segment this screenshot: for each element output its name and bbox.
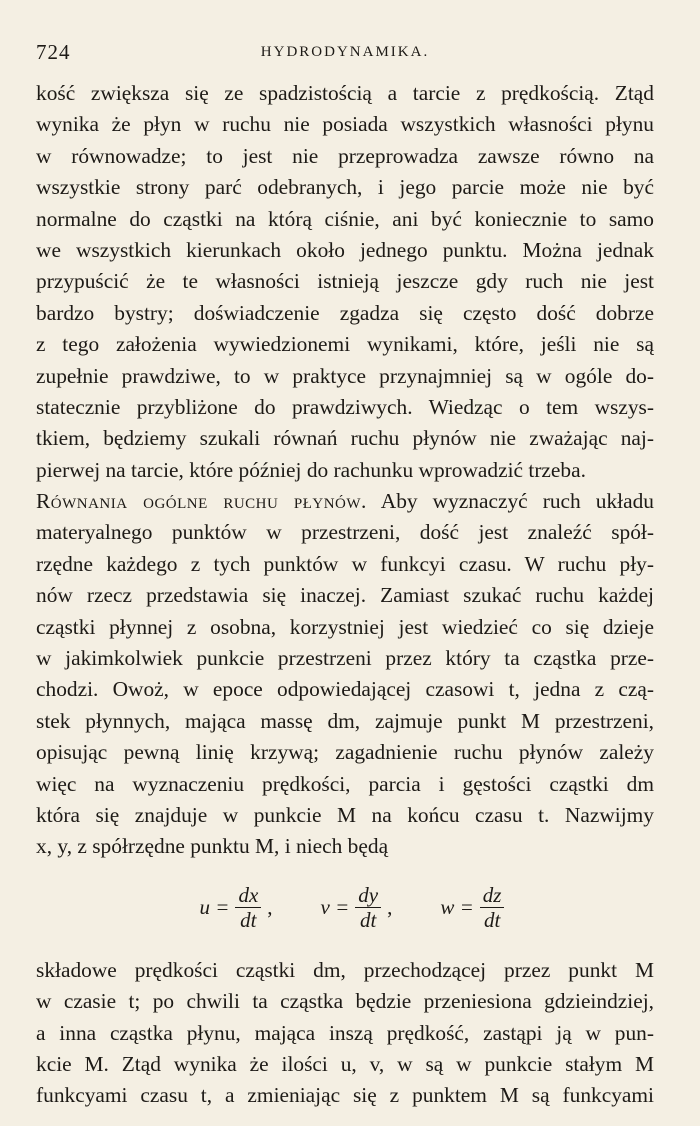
velocity-formula xyxy=(36,865,654,951)
text-line: tkiem, będziemy szukali równań ruchu płynów nie zważając naj- xyxy=(36,426,654,451)
formula-u-fraction xyxy=(235,883,261,932)
text-line: statecznie przybliżone do prawdziwych. Wiedząc o tem wszys- xyxy=(36,394,654,419)
formula-u-separator: , xyxy=(267,895,273,920)
text-line: funkcyami czasu t, a zmieniając się z punktem M są funkcyami xyxy=(36,1083,654,1108)
section-heading: Równania ogólne ruchu płynów. xyxy=(36,489,367,514)
text-line: z tego założenia wywiedzionemi wynikami, które, jeśli nie są xyxy=(36,332,654,357)
formula-w-lhs: w = xyxy=(440,895,474,920)
formula-v-lhs: v = xyxy=(320,895,350,920)
text-line: w równowadze; to jest nie przeprowadza zawsze równo na xyxy=(36,143,654,168)
text-line: a inna cząstka płynu, mająca inszą prędkość, zastąpi ją w pun- xyxy=(36,1020,654,1045)
text-line: wynika że płyn w ruchu nie posiada wszystkich własności płynu xyxy=(36,112,654,137)
text-line: materyalnego punktów w przestrzeni, dość jest znaleźć spół- xyxy=(36,520,654,545)
text-line: we wszystkich kierunkach około jednego punktu. Można jednak xyxy=(36,237,654,262)
formula-w-numerator: dz xyxy=(480,883,505,908)
section-first-line-text: Aby wyznaczyć ruch układu xyxy=(380,489,654,514)
text-line: więc na wyznaczeniu prędkości, parcia i gęstości cząstki dm xyxy=(36,771,654,796)
text-line: która się znajduje w punkcie M na końcu czasu t. Nazwijmy xyxy=(36,802,654,827)
running-head: HYDRODYNAMIKA. xyxy=(260,44,430,60)
text-line: wszystkie strony parć odebranych, i jego parcie może nie być xyxy=(36,175,654,200)
formula-w-fraction xyxy=(480,883,505,932)
text-line: kość zwiększa się ze spadzistością a tarcie z prędkością. Ztąd xyxy=(36,81,654,105)
formula-v-numerator: dy xyxy=(355,883,381,908)
text-line: w jakimkolwiek punkcie przestrzeni przez który ta cząstka prze- xyxy=(36,646,654,671)
text-line: x, y, z spółrzędne punktu M, i niech będą xyxy=(36,834,389,859)
text-line: w czasie t; po chwili ta cząstka będzie przeniesiona gdzieindziej, xyxy=(36,989,654,1014)
formula-u-numerator: dx xyxy=(235,883,261,908)
text-line: stek płynnych, mająca massę dm, zajmuje punkt M przestrzeni, xyxy=(36,708,654,733)
formula-v-denominator: dt xyxy=(360,908,377,933)
text-line: pierwej na tarcie, które później do rachunku wprowadzić trzeba. xyxy=(36,457,586,482)
text-line: nów rzecz przedstawia się inaczej. Zamiast szukać ruchu każdej xyxy=(36,583,654,608)
page-text xyxy=(36,78,654,1112)
page-header xyxy=(36,40,654,70)
formula-u-lhs: u = xyxy=(199,895,230,920)
text-line: składowe prędkości cząstki dm, przechodzącej przez punkt M xyxy=(36,957,654,982)
formula-v-separator: , xyxy=(387,895,393,920)
page-number: 724 xyxy=(36,40,71,64)
formula-u-denominator: dt xyxy=(240,908,257,933)
text-line: rzędne każdego z tych punktów w funkcyi czasu. W ruchu pły- xyxy=(36,551,654,576)
text-line: normalne do cząstki na którą ciśnie, ani być koniecznie to samo xyxy=(36,206,654,231)
section-first-line xyxy=(36,486,654,517)
text-line: bardzo bystry; doświadczenie zgadza się często dość dobrze xyxy=(36,300,654,325)
formula-w xyxy=(440,883,510,932)
text-line: opisując pewną linię krzywą; zagadnienie ruchu płynów zależy xyxy=(36,740,654,765)
text-line: zupełnie prawdziwe, to w praktyce przynajmniej są w ogóle do- xyxy=(36,363,654,388)
text-line: cząstki płynnej z osobna, korzystniej jest wiedzieć co się dzieje xyxy=(36,614,654,639)
formula-v xyxy=(321,883,393,932)
text-line: kcie M. Ztąd wynika że ilości u, v, w są w punkcie stałym M xyxy=(36,1051,654,1076)
formula-w-denominator: dt xyxy=(483,908,501,933)
text-line: przypuścić że te własności istnieją jeszcze gdy ruch nie jest xyxy=(36,269,654,294)
text-line: chodzi. Owoż, w epoce odpowiedającej czasowi t, jedna z czą- xyxy=(36,677,654,702)
formula-v-fraction xyxy=(355,883,381,932)
formula-u xyxy=(200,883,273,932)
